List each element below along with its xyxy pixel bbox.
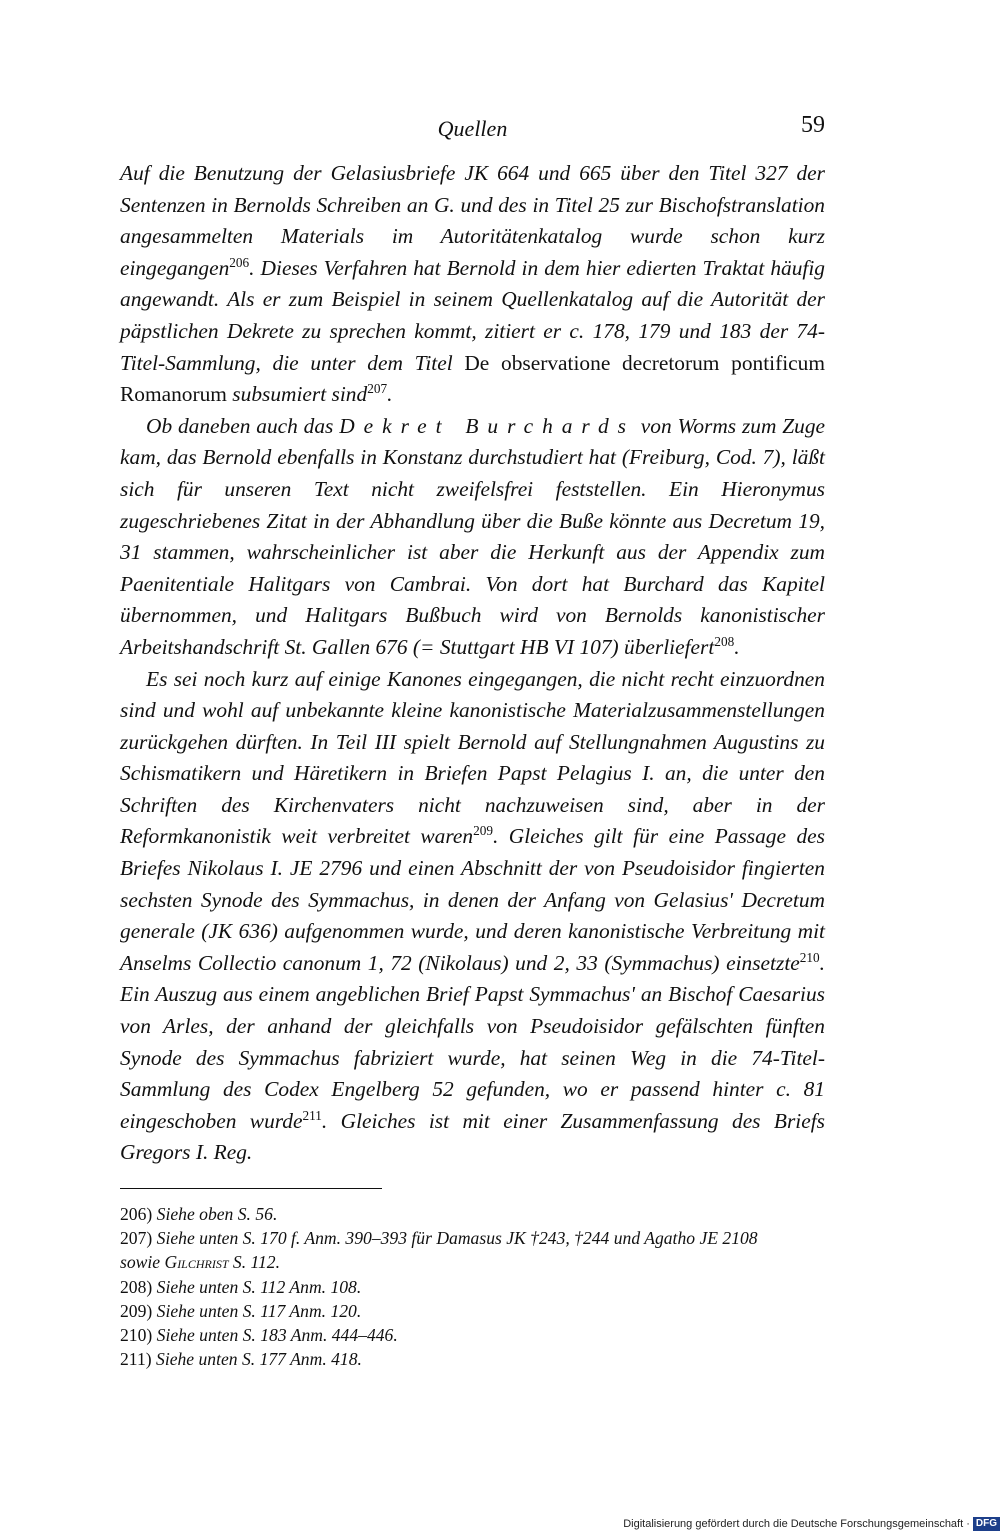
paragraph-3 (120, 664, 825, 1170)
footnote-text: Siehe unten S. 183 Anm. 444–446. (156, 1325, 398, 1346)
dfg-logo-icon: DFG (973, 1517, 1000, 1531)
text-segment: . (387, 382, 393, 407)
footnote-number: 210) (120, 1325, 153, 1346)
paragraph-1 (120, 158, 825, 411)
body-text (120, 158, 825, 1169)
footnote-ref-209[interactable]: 209 (473, 823, 493, 839)
text-segment: . Gleiches gilt für eine Passage des Briefes Nikolaus I. JE 2796 und einen Abschnitt der von Pseudoisidor fingierten sechsten Synode des Symmachus, in denen der Anfang von Gelasius' Decretum generale (JK 636) aufgenommen wurde, und deren kanonistische Verbreitung mit Anselms Collectio canonum 1, 72 (Nikolaus) und 2, 33 (Symmachus) einsetzte (120, 824, 825, 975)
running-header (120, 112, 825, 146)
page-number: 59 (801, 112, 825, 138)
footnote-210 (120, 1323, 825, 1347)
footnote-ref-207[interactable]: 207 (367, 380, 388, 396)
text-segment: . Dieses Verfahren hat Bernold in dem hier edierten Traktat häufig angewandt. Als er zum Beispiel in seinem Quellenkatalog auf die Autorität der päpstlichen Dekrete zu sprechen kommt, zitiert er c. 178, 179 und 183 der 74-Titel-Sammlung, die unter dem Titel (120, 255, 825, 375)
digitization-credit (623, 1515, 1000, 1533)
footnote-number: 211) (120, 1349, 152, 1370)
footnotes (120, 1202, 825, 1371)
text-segment: subsumiert sind (226, 382, 368, 407)
footnote-ref-211[interactable]: 211 (302, 1107, 322, 1123)
author-small-caps: Gilchrist (164, 1252, 229, 1273)
footnote-206 (120, 1202, 825, 1226)
footnote-ref-210[interactable]: 210 (799, 949, 820, 965)
text-segment: von Worms zum Zuge kam, das Bernold ebenfalls in Konstanz durchstudiert hat (Freiburg, Cod. 7), läßt sich für unseren Text nicht zweifelsfrei feststellen. Ein Hieronymus zugeschriebenes Zitat in der Abhandlung über die Buße könnte aus Decretum 19, 31 stammen, wahrscheinlicher ist aber die Herkunft aus der Appendix zum Paenitentiale Halitgars von Cambrai. Von dort hat Burchard das Kapitel übernommen, und Halitgars Bußbuch wird von Bernolds kanonistischer Arbeitshandschrift St. Gallen 676 (= Stuttgart HB VI 107) überliefert (120, 413, 826, 659)
text-segment: Auf die Benutzung der Gelasiusbriefe JK 664 und 665 über den Titel 327 der Sentenzen in Bernolds Schreiben an G. und des in Titel 25 zur Bischofstranslation angesammelten Materials im Autoritätenkatalog wurde schon kurz eingegangen (120, 161, 825, 280)
text-segment: . Ein Auszug aus einem angeblichen Brief Papst Symmachus' an Bischof Caesarius von Arles, der anhand der gleichfalls von Pseudoisidor gefälschten fünften Synode des Symmachus fabriziert wurde, hat seinen Weg in die 74-Titel-Sammlung des Codex Engelberg 52 gefunden, wo er passend hinter c. 81 eingeschoben wurde (120, 950, 825, 1133)
spaced-emphasis: Dekret Burchards (339, 413, 635, 438)
footnote-separator (120, 1188, 382, 1189)
text-segment: Es sei noch kurz auf einige Kanones eingegangen, die nicht recht einzuordnen sind und wohl auf unbekannte kleine kanonistische Materialzusammenstellungen zurückgehen dürften. In Teil III spielt Bernold auf Stellungnahmen Augustins zu Schismatikern und Häretikern in Briefen Papst Pelagius I. an, die unter den Schriften des Kirchenvaters nicht nachzuweisen sind, aber in der Reformkanonistik weit verbreitet waren (120, 666, 825, 849)
footnote-211 (120, 1347, 825, 1371)
footnote-ref-208[interactable]: 208 (714, 633, 735, 649)
roman-title: De observatione decretorum pontificum Romanorum (120, 350, 825, 407)
footnote-number: 207) (120, 1228, 153, 1249)
credit-text: Digitalisierung gefördert durch die Deutsche Forschungsgemeinschaft · (623, 1518, 970, 1530)
text-segment: . Gleiches ist mit einer Zusammenfassung des Briefs Gregors I. Reg. (120, 1108, 825, 1165)
footnote-207 (120, 1226, 825, 1274)
footnote-ref-206[interactable]: 206 (229, 254, 250, 270)
footnote-208 (120, 1275, 825, 1299)
footnote-text: Siehe oben S. 56. (156, 1204, 278, 1224)
footnote-text: Siehe unten S. 112 Anm. 108. (156, 1276, 362, 1297)
text-segment: . (734, 634, 740, 659)
footnote-text: Siehe unten S. 177 Anm. 418. (156, 1349, 362, 1370)
text-segment: Ob daneben auch das (146, 413, 340, 438)
footnote-text: Siehe unten S. 170 f. Anm. 390–393 für Damasus JK †243, †244 und Agatho JE 2108 (156, 1228, 758, 1249)
footnote-text: Siehe unten S. 117 Anm. 120. (156, 1300, 362, 1321)
running-title: Quellen (437, 116, 508, 141)
paragraph-2 (120, 411, 825, 664)
footnote-continuation: sowie (120, 1252, 165, 1273)
footnote-number: 209) (120, 1300, 153, 1321)
footnote-number: 208) (120, 1276, 153, 1297)
footnote-number: 206) (120, 1204, 153, 1224)
footnote-209 (120, 1299, 825, 1323)
footnote-continuation: S. 112. (228, 1252, 281, 1273)
